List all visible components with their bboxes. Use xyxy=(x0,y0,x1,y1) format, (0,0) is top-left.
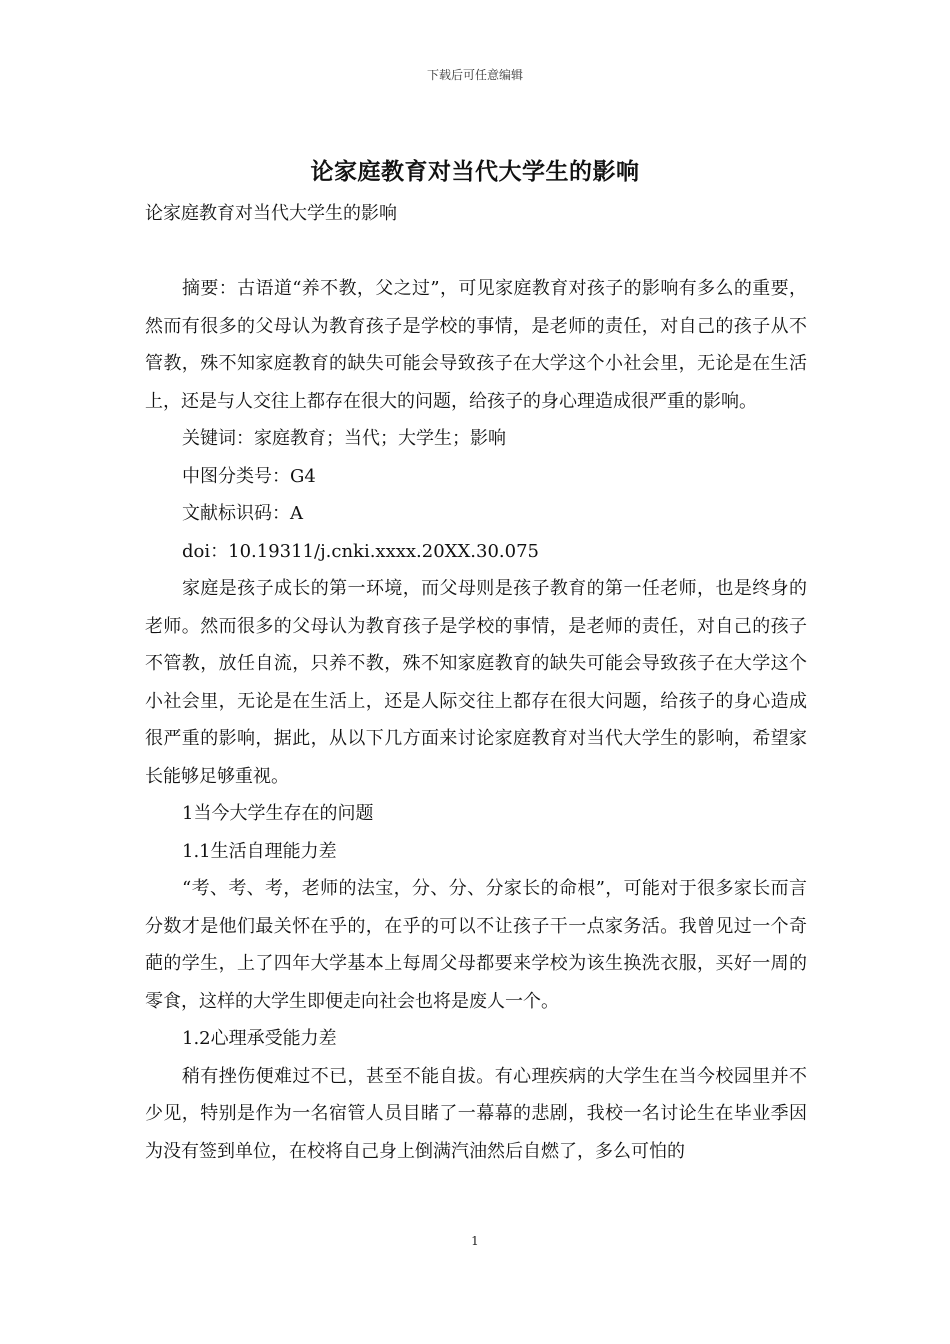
body-paragraph: “考、考、考，老师的法宝，分、分、分家长的命根”，可能对于很多家长而言分数才是他们最关怀在乎的，在乎的可以不让孩子干一点家务活。我曾见过一个奇葩的学生，上了四年大学基本上每周父母都要来学校为该生换洗衣服，买好一周的零食，这样的大学生即便走向社会也将是废人一个。 xyxy=(145,878,807,1012)
doi-line: doi：10.19311/j.cnki.xxxx.20XX.30.075 xyxy=(182,540,539,562)
keywords-line: 关键词：家庭教育；当代；大学生；影响 xyxy=(182,428,506,449)
document-subtitle: 论家庭教育对当代大学生的影响 xyxy=(145,203,397,224)
abstract-paragraph: 摘要：古语道“养不教，父之过”，可见家庭教育对孩子的影响有多么的重要，然而有很多的父母认为教育孩子是学校的事情，是老师的责任，对自己的孩子从不管教，殊不知家庭教育的缺失可能会导致孩子在大学这个小社会里，无论是在生活上，还是与人交往上都存在很大的问题，给孩子的身心理造成很严重的影响。 xyxy=(145,278,807,412)
page-number: 1 xyxy=(471,1234,479,1248)
classification-line: 中图分类号：G4 xyxy=(182,465,316,487)
subsection-heading: 1.2心理承受能力差 xyxy=(182,1028,337,1049)
body-paragraph: 稍有挫伤便难过不已，甚至不能自拔。有心理疾病的大学生在当今校园里并不少见，特别是作为一名宿管人员目睹了一幕幕的悲剧，我校一名讨论生在毕业季因为没有签到单位，在校将自己身上倒满汽油然后自燃了，多么可怕的 xyxy=(145,1065,807,1162)
section-heading: 1当今大学生存在的问题 xyxy=(182,803,374,824)
document-code-line: 文献标识码：A xyxy=(182,503,303,524)
document-body xyxy=(145,270,807,1170)
document-title: 论家庭教育对当代大学生的影响 xyxy=(310,158,640,185)
intro-paragraph: 家庭是孩子成长的第一环境，而父母则是孩子教育的第一任老师，也是终身的老师。然而很多的父母认为教育孩子是学校的事情，是老师的责任，对自己的孩子不管教，放任自流，只养不教，殊不知家庭教育的缺失可能会导致孩子在大学这个小社会里，无论是在生活上，还是人际交往上都存在很大问题，给孩子的身心造成很严重的影响，据此，从以下几方面来讨论家庭教育对当代大学生的影响，希望家长能够足够重视。 xyxy=(145,578,807,787)
page-header: 下载后可任意编辑 xyxy=(426,68,523,82)
subsection-heading: 1.1生活自理能力差 xyxy=(182,840,337,862)
